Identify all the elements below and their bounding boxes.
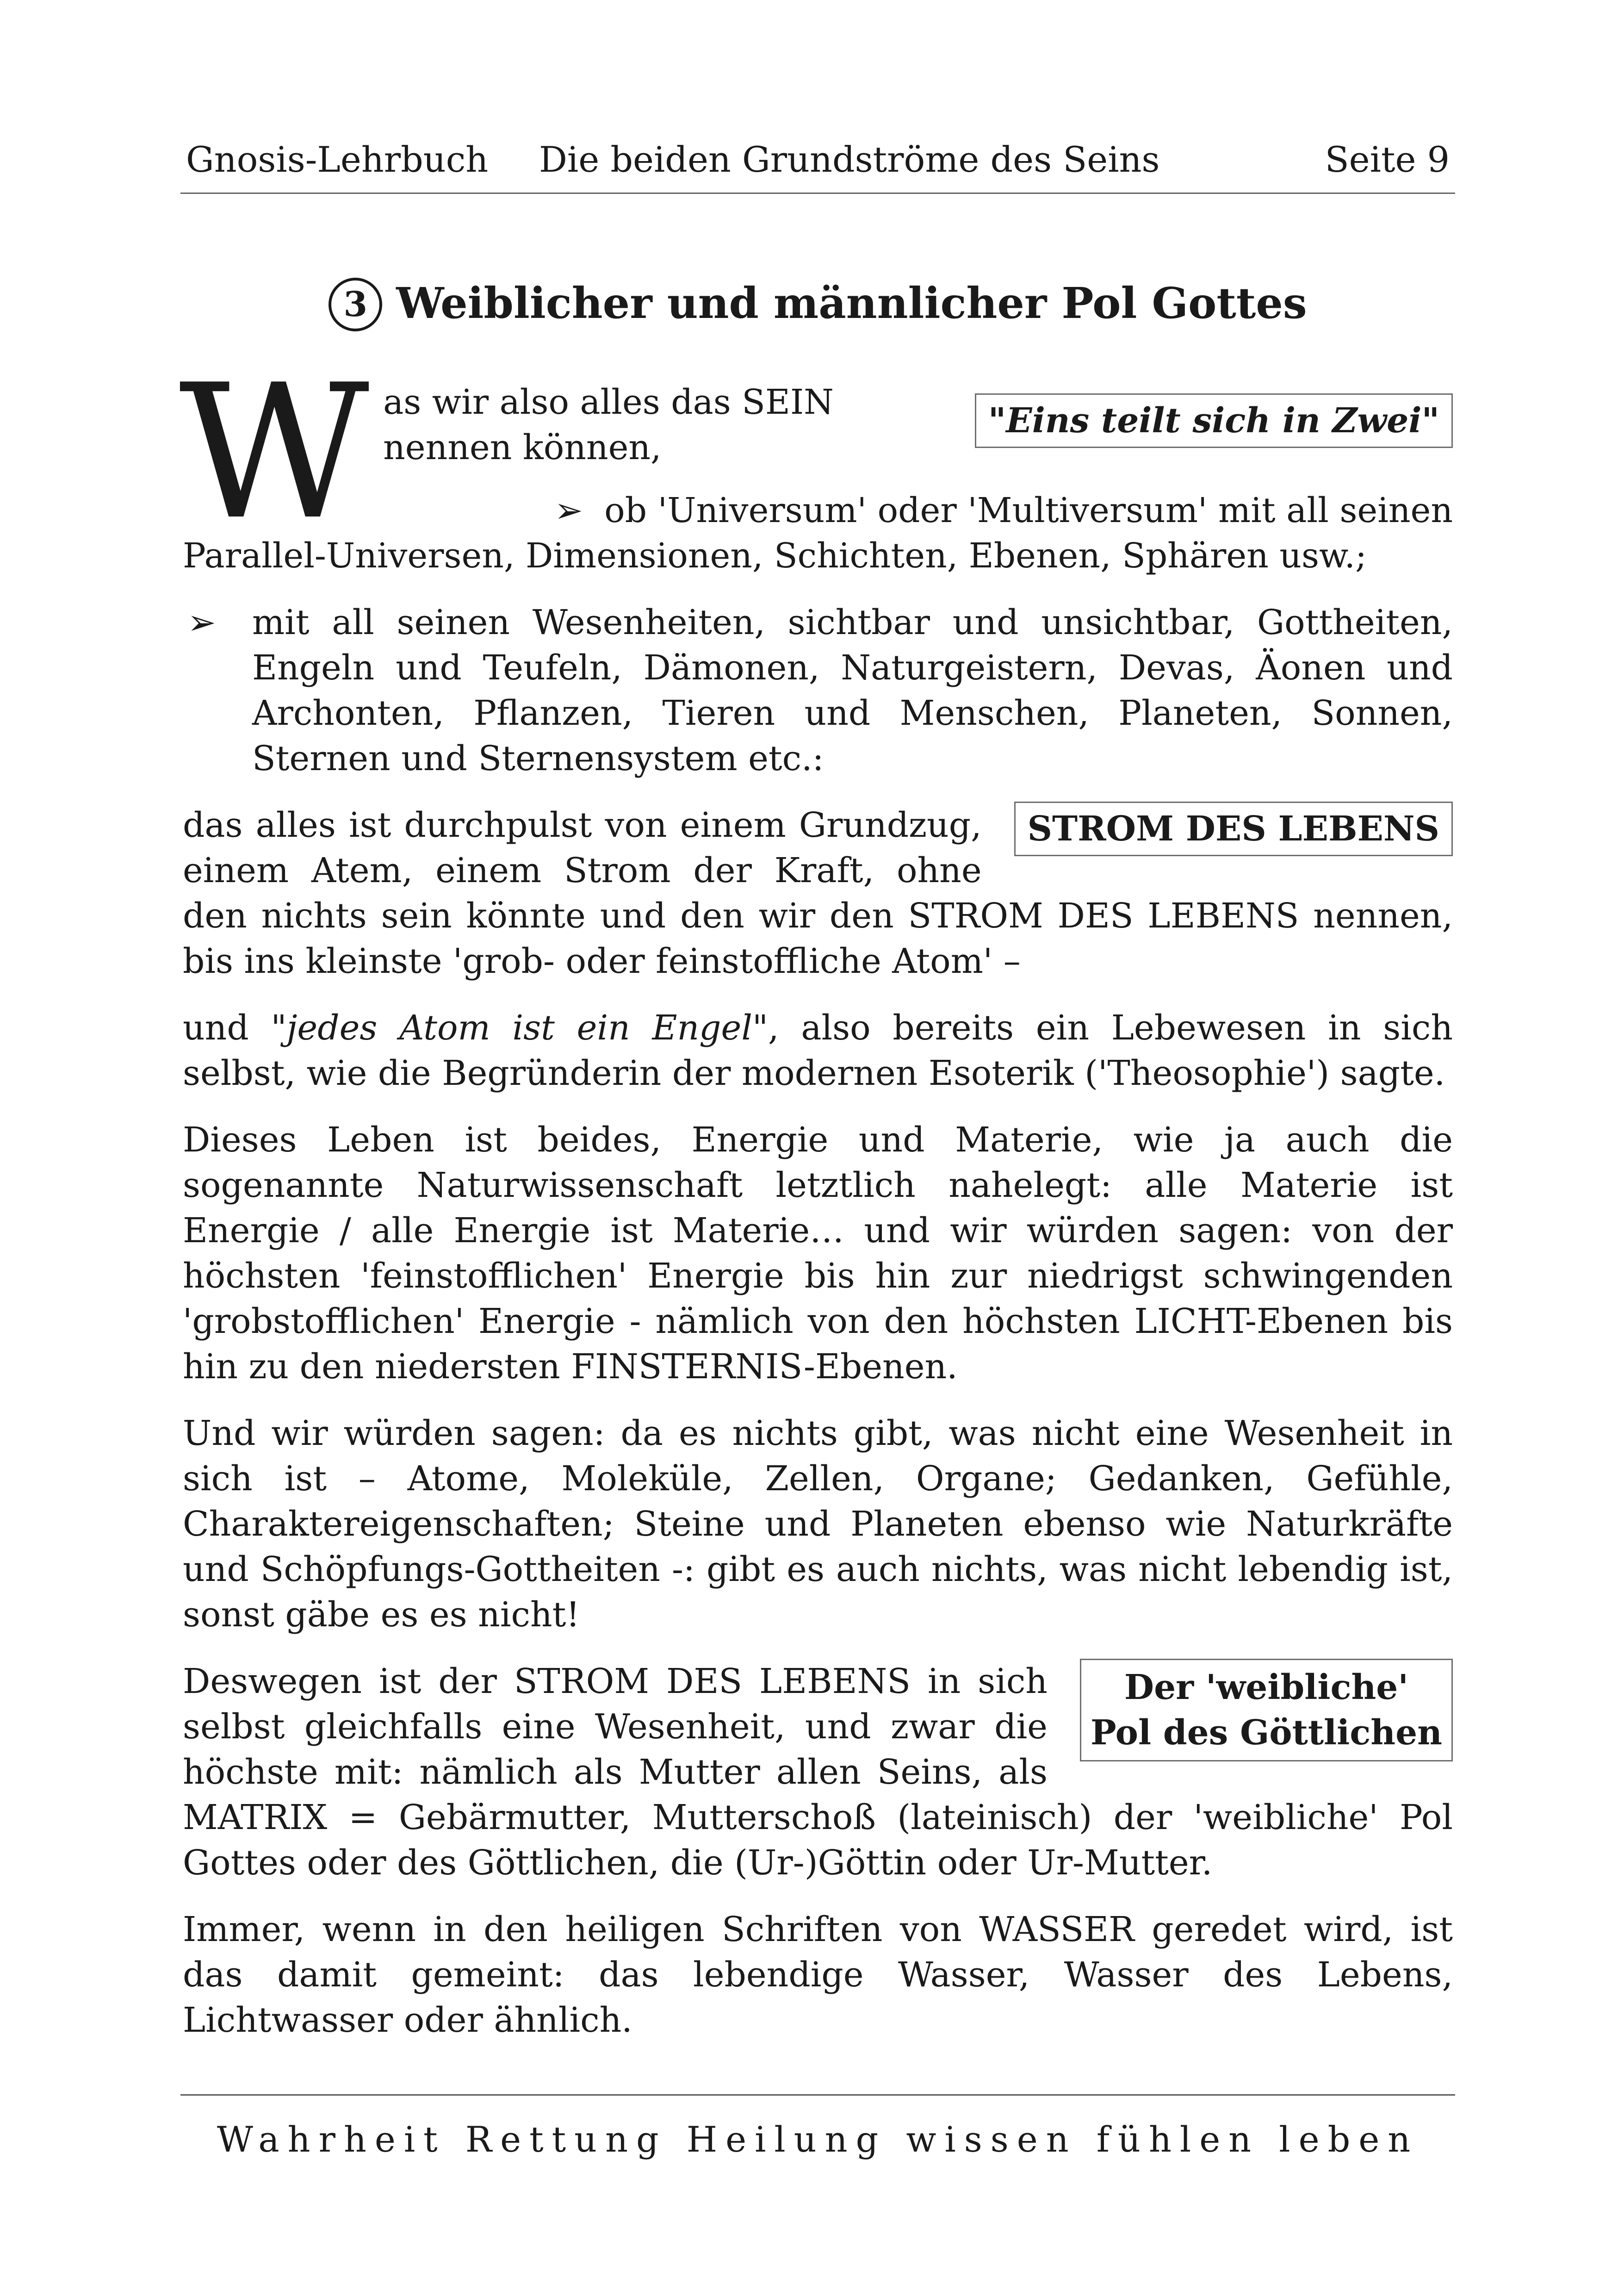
para2-end: , also bereits ein Lebewesen in sich selbst, wie die Begründerin der modernen Esoterik ('Theosophie') sagte.	[183, 1008, 1453, 1093]
box3-line2: Pol des Göttlichen	[1090, 1713, 1442, 1753]
page-footer	[180, 2094, 1455, 2160]
header-page-number: Seite 9	[1325, 139, 1450, 180]
bullet-1-text: ob 'Universum' oder 'Multiversum' mit all seinen Parallel-Universen, Dimensionen, Schichten, Ebenen, Sphären usw.;	[183, 491, 1453, 576]
paragraph-atom-engel	[183, 1005, 1453, 1096]
sidebar-box-eins-teilt-sich: "Eins teilt sich in Zwei"	[975, 393, 1453, 448]
bullet-arrow-icon: ➢	[554, 491, 583, 530]
section-title-text: Weiblicher und männlicher Pol Gottes	[396, 278, 1307, 328]
footer-motto: Wahrheit Rettung Heilung wissen fühlen leben	[217, 2119, 1419, 2160]
page-header	[180, 135, 1455, 194]
drop-cap: W	[179, 345, 370, 560]
bullet-item-1	[183, 488, 1453, 579]
paragraph-strom: das alles ist durchpulst von einem Grundzug, einem Atem, einem Strom der Kraft, ohne den nichts sein könnte und den wir den STROM DES LEBENS nennen, bis ins kleinste 'grob- oder feinstoffliche Atom' –	[183, 805, 1453, 981]
header-book-title: Gnosis-Lehrbuch	[186, 139, 489, 180]
para2-start: und	[183, 1008, 271, 1048]
section-number-badge: 3	[329, 278, 382, 331]
bullet-item-2	[183, 600, 1453, 781]
section-title	[180, 278, 1455, 331]
bullet-2-text: mit all seinen Wesenheiten, sichtbar und unsichtbar, Gottheiten, Engeln und Teufeln, Dämonen, Naturgeistern, Devas, Äonen und Archonten, Pflanzen, Tieren und Menschen, Planeten, Sonnen, Sternen und Sternensystem etc.:	[252, 603, 1453, 778]
main-content	[179, 345, 1453, 2064]
sidebar-box-weiblicher-pol	[1080, 1659, 1453, 1761]
bullet-arrow-icon: ➢	[187, 603, 217, 642]
paragraph-wesenheit: Und wir würden sagen: da es nichts gibt, was nicht eine Wesenheit in sich ist – Atome, Moleküle, Zellen, Organe; Gedanken, Gefühle, Charaktereigenschaften; Steine und Planeten ebenso wie Naturkräfte und Schöpfungs-Gottheiten -: gibt es auch nichts, was nicht lebendig ist, sonst gäbe es es nicht!	[183, 1413, 1453, 1635]
header-chapter-title: Die beiden Grundströme des Seins	[539, 139, 1160, 180]
para2-quote: "jedes Atom ist ein Engel"	[271, 1008, 769, 1048]
paragraph-energie-materie: Dieses Leben ist beides, Energie und Materie, wie ja auch die sogenannte Naturwissenschaft letztlich nahelegt: alle Materie ist Energie / alle Energie ist Materie… und wir würden sagen: von der höchsten 'feinstofflichen' Energie bis hin zur niedrigst schwingenden 'grobstofflichen' Energie - nämlich von den höchsten LICHT-Ebenen bis hin zu den niedersten FINSTERNIS-Ebenen.	[183, 1120, 1453, 1387]
sidebar-box-strom-des-lebens: STROM DES LEBENS	[1014, 802, 1453, 856]
paragraph-matrix: Deswegen ist der STROM DES LEBENS in sich selbst gleichfalls eine Wesenheit, und zwar die höchste mit: nämlich als Mutter allen Seins, als MATRIX = Gebärmutter, Mutterschoß (lateinisch) der 'weibliche' Pol Gottes oder des Göttlichen, die (Ur-)Göttin oder Ur-Mutter.	[183, 1661, 1453, 1883]
paragraph-wasser: Immer, wenn in den heiligen Schriften von WASSER geredet wird, ist das damit gemeint: das lebendige Wasser, Wasser des Lebens, Lichtwasser oder ähnlich.	[183, 1910, 1453, 2040]
box3-line1: Der 'weibliche'	[1124, 1668, 1409, 1707]
intro-text: as wir also alles das SEIN nennen können,	[383, 382, 834, 467]
